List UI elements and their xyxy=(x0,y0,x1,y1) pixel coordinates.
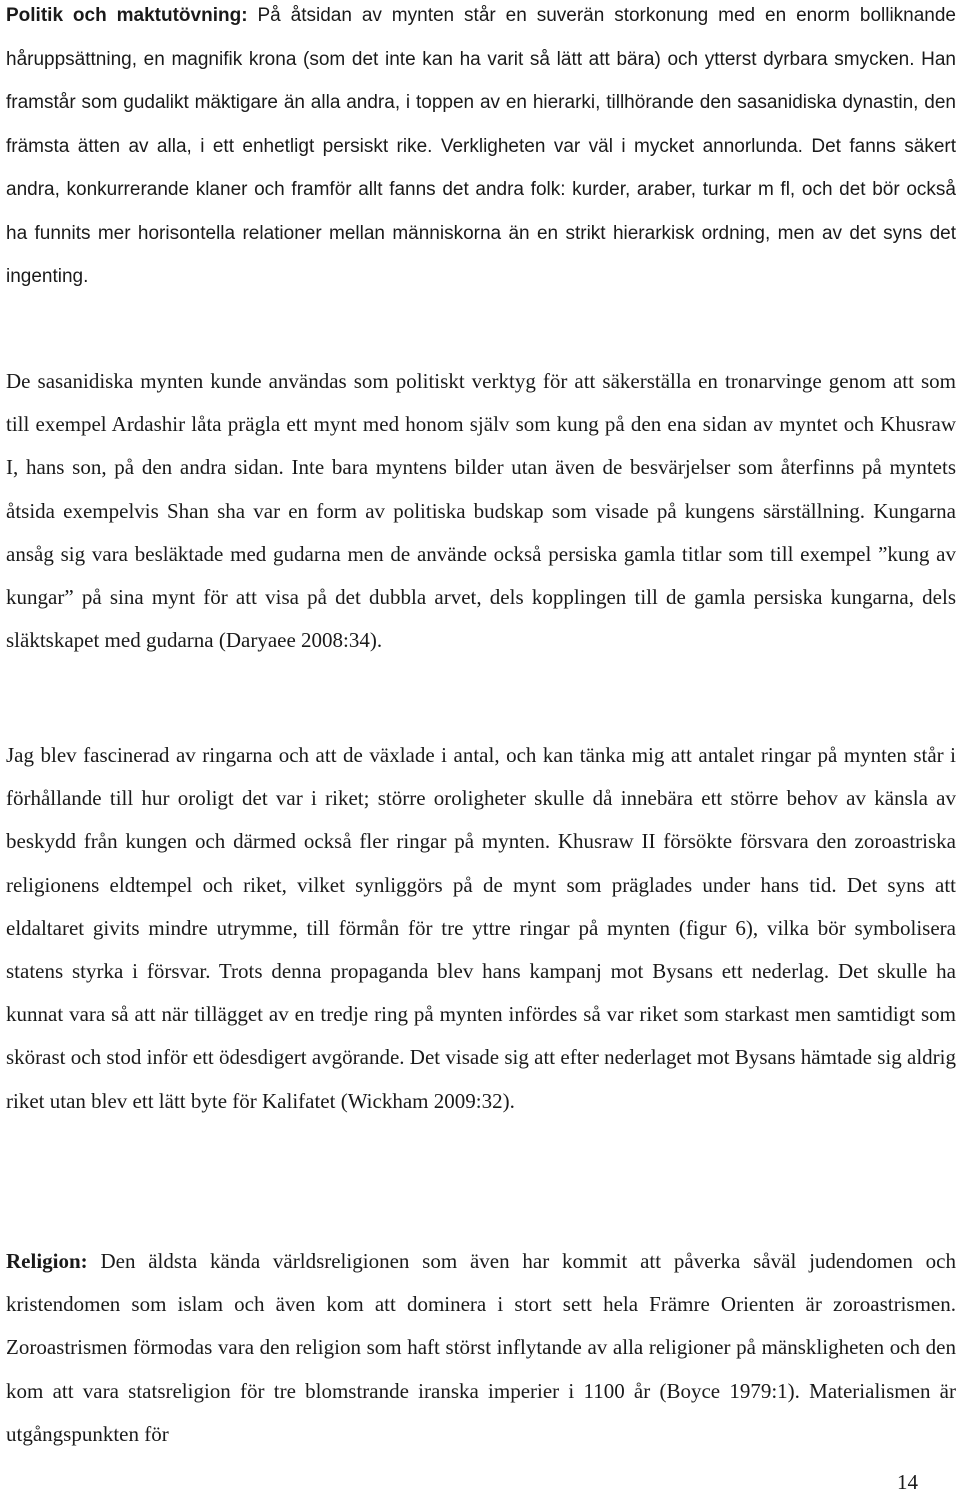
paragraph-politik xyxy=(6,0,956,299)
paragraph-politik-text: På åtsidan av mynten står en suverän storkonung med en enorm bolliknande håruppsättning, en magnifik krona (som det inte kan ha varit så lätt att bära) och ytterst dyrbara smycken. Han framstår som gudalikt mäktigare än alla andra, i toppen av en hierarki, tillhörande den sasanidiska dynastin, den främsta ätten av alla, i ett enhetligt persiskt rike. Verkligheten var väl i mycket annorlunda. Det fanns säkert andra, konkurrerande klaner och framför allt fanns det andra folk: kurder, araber, turkar m fl, och det bör också ha funnits mer horisontella relationer mellan människorna än en strikt hierarkisk ordning, men av det syns det ingenting. xyxy=(6,5,957,287)
document-page xyxy=(6,0,957,1446)
paragraph-religion-text: Den äldsta kända världsreligionen som även har kommit att påverka såväl judendomen och kristendomen som islam och även kom att dominera i stort sett hela Främre Orienten är zoroastrismen. Zoroastrismen förmodas vara den religion som haft störst inflytande av alla religioner på mänskligheten och den kom att vara statsreligion för tre blomstrande iranska imperier i 1100 år (Boyce 1979:1). Materialismen är utgångspunkten för xyxy=(6,1249,956,1446)
section-heading-politik: Politik och maktutövning: xyxy=(6,5,248,26)
paragraph-ringarna: Jag blev fascinerad av ringarna och att de växlade i antal, och kan tänka mig att antalet ringar på mynten står i förhållande till hur oroligt det var i riket; större oroligheter skulle då innebära ett större behov av känsla av beskydd från kungen och därmed också fler ringar på mynten. Khusraw II försökte försvara den zoroastriska religionens eldtempel och riket, vilket synliggörs på de mynt som präglades under hans tid. Det syns att eldaltaret givits mindre utrymme, till förmån för tre yttre ringar på mynten (figur 6), vilka bör symbolisera statens styrka i försvar. Trots denna propaganda blev hans kampanj mot Bysans ett nederlag. Det skulle ha kunnat vara så att när tillägget av en tredje ring på mynten infördes så var riket som starkast men samtidigt som skörast och stod inför ett ödesdigert avgörande. Det visade sig att efter nederlaget mot Bysans hämtade sig aldrig riket utan blev ett lätt byte för Kalifatet (Wickham 2009:32). xyxy=(6,743,956,1113)
paragraph-mynten: De sasanidiska mynten kunde användas som politiskt verktyg för att säkerställa en tronarvinge genom att som till exempel Ardashir låta prägla ett mynt med honom själv som kung på den ena sidan av myntet och Khusraw I, hans son, på den andra sidan. Inte bara myntens bilder utan även de besvärjelser som återfinns på myntets åtsida exempelvis Shan sha var en form av politiska budskap som visade på kungens särställning. Kungarna ansåg sig vara besläktade med gudarna men de använde också persiska gamla titlar som till exempel ”kung av kungar” på sina mynt för att visa på det dubbla arvet, dels kopplingen till de gamla persiska kungarna, dels släktskapet med gudarna (Daryaee 2008:34). xyxy=(6,369,956,653)
section-heading-religion: Religion: xyxy=(6,1249,88,1273)
paragraph-religion xyxy=(6,1240,956,1456)
page-number: 14 xyxy=(897,1470,918,1494)
